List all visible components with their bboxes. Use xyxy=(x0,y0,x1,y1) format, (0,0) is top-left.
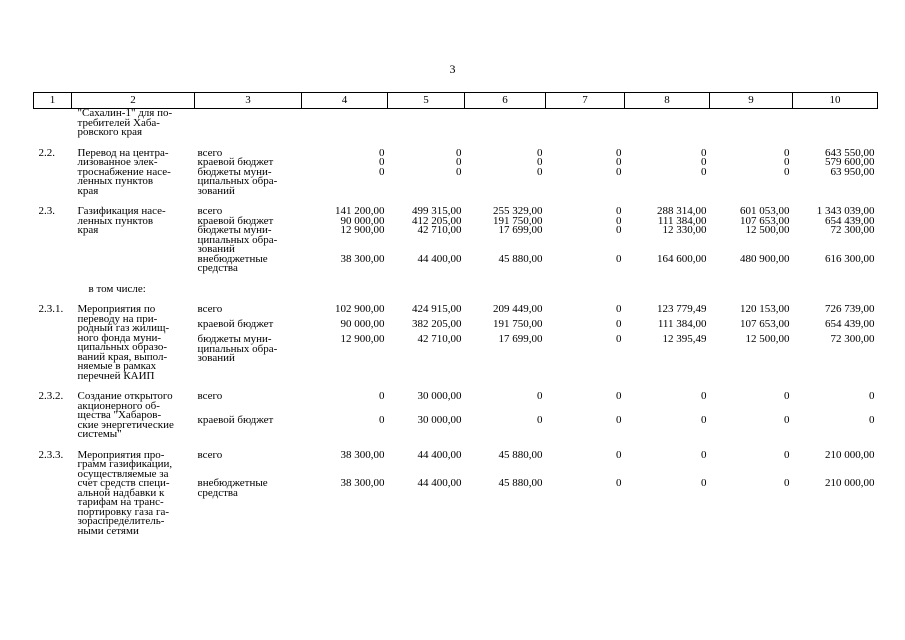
value-cell: 164 600,00 xyxy=(657,252,707,265)
value-cell: 0 xyxy=(616,165,622,178)
empty-cell xyxy=(34,109,72,138)
value-cell: 72 300,00 xyxy=(830,333,875,346)
value-cell: 141 200,00 xyxy=(335,205,385,217)
empty-cell xyxy=(195,109,878,138)
value-cell: 72 300,00 xyxy=(830,224,875,236)
header-cell: 10 xyxy=(793,93,878,109)
value-cell: 209 449,00 xyxy=(493,303,543,315)
value-cell: 0 xyxy=(379,156,385,168)
measure-id: 2.2. xyxy=(38,146,55,159)
value-cell: 12 500,00 xyxy=(745,333,790,346)
table-row xyxy=(34,109,878,138)
value-cell: 17 699,00 xyxy=(498,333,543,346)
funding-source: всего xyxy=(197,448,223,461)
measure-id: 2.3. xyxy=(38,205,55,217)
value-cell: 0 xyxy=(701,448,707,461)
value-cell: 123 779,49 xyxy=(657,303,707,315)
value-cell: 0 xyxy=(379,146,385,159)
header-cell: 6 xyxy=(465,93,546,109)
value-cell: 210 000,00 xyxy=(825,477,875,489)
header-cell: 8 xyxy=(625,93,710,109)
value-cell: 0 xyxy=(784,146,790,159)
funding-source: всего xyxy=(197,303,223,315)
value-cell: 0 xyxy=(701,165,707,178)
funding-source: бюджеты муни- ципальных обра- зований xyxy=(197,224,278,255)
value-cell: 654 439,00 xyxy=(825,214,875,227)
value-cell: 45 880,00 xyxy=(498,448,543,461)
value-cell: 102 900,00 xyxy=(335,303,385,315)
funding-source: краевой бюджет xyxy=(197,156,274,168)
value-cell: 90 000,00 xyxy=(340,214,385,227)
value-cell: 63 950,00 xyxy=(830,165,875,178)
measure-name: Газификация насе- ленных пунктов края xyxy=(77,205,166,236)
header-cell: 5 xyxy=(388,93,465,109)
table-row xyxy=(34,392,878,416)
value-cell: 45 880,00 xyxy=(498,477,543,489)
funding-source: внебюджетные средства xyxy=(197,252,268,274)
value-cell: 12 330,00 xyxy=(662,224,707,236)
value-cell: 382 205,00 xyxy=(412,318,462,331)
value-cell: 12 500,00 xyxy=(745,224,790,236)
measure-name: Создание открытого акционерного об- щества "Хабаров- ские энергетические системы" xyxy=(77,390,174,440)
value-cell: 0 xyxy=(456,156,462,168)
value-cell: 44 400,00 xyxy=(417,477,462,489)
program-table xyxy=(33,92,878,536)
funding-source: всего xyxy=(197,205,223,217)
value-cell: 0 xyxy=(616,146,622,159)
funding-source: краевой бюджет xyxy=(197,214,274,227)
value-cell: 1 343 039,00 xyxy=(816,205,875,217)
measure-name: Мероприятия по переводу на при- родный газ жилищ- ного фонда муни- ципальных образо- ваний края, выпол- няемые в рамках перечней КАИП xyxy=(77,303,170,382)
value-cell: 412 205,00 xyxy=(412,214,462,227)
value-cell: 480 900,00 xyxy=(740,252,790,265)
value-cell: 111 384,00 xyxy=(657,318,707,331)
value-cell: 0 xyxy=(784,165,790,178)
funding-source: краевой бюджет xyxy=(197,318,274,331)
value-cell: 38 300,00 xyxy=(340,477,385,489)
value-cell: 0 xyxy=(701,390,707,402)
value-cell: 0 xyxy=(379,390,385,402)
funding-source: всего xyxy=(197,390,223,402)
value-cell: 0 xyxy=(616,303,622,315)
value-cell: 191 750,00 xyxy=(493,318,543,331)
value-cell: 0 xyxy=(784,390,790,402)
value-cell: 0 xyxy=(784,156,790,168)
value-cell: 499 315,00 xyxy=(412,205,462,217)
value-cell: 0 xyxy=(456,146,462,159)
value-cell: 107 653,00 xyxy=(740,214,790,227)
value-cell: 111 384,00 xyxy=(657,214,707,227)
header-cell: 4 xyxy=(302,93,388,109)
header-cell: 9 xyxy=(710,93,793,109)
value-cell: 0 xyxy=(784,448,790,461)
value-cell: 120 153,00 xyxy=(740,303,790,315)
table-row xyxy=(34,451,878,480)
value-cell: 30 000,00 xyxy=(417,390,462,402)
value-cell: 0 xyxy=(616,318,622,331)
value-cell: 0 xyxy=(616,448,622,461)
value-cell: 0 xyxy=(701,413,707,426)
value-cell: 191 750,00 xyxy=(493,214,543,227)
value-cell: 107 653,00 xyxy=(740,318,790,331)
value-cell: 0 xyxy=(537,165,543,178)
value-cell: 0 xyxy=(616,214,622,227)
value-cell: 12 900,00 xyxy=(340,333,385,346)
header-cell: 1 xyxy=(34,93,72,109)
value-cell: 90 000,00 xyxy=(340,318,385,331)
spacer-row xyxy=(34,274,878,285)
value-cell: 255 329,00 xyxy=(493,205,543,217)
value-cell: 424 915,00 xyxy=(412,303,462,315)
value-cell: 17 699,00 xyxy=(498,224,543,236)
value-cell: 30 000,00 xyxy=(417,413,462,426)
value-cell: 0 xyxy=(616,224,622,236)
value-cell: 0 xyxy=(537,413,543,426)
table-row xyxy=(34,285,878,295)
value-cell: 0 xyxy=(616,205,622,217)
value-cell: 0 xyxy=(537,390,543,402)
value-cell: 42 710,00 xyxy=(417,333,462,346)
funding-source: внебюджетные средства xyxy=(197,477,268,499)
value-cell: 0 xyxy=(869,413,875,426)
value-cell: 288 314,00 xyxy=(657,205,707,217)
value-cell: 42 710,00 xyxy=(417,224,462,236)
page-number: 3 xyxy=(449,62,456,76)
funding-source: бюджеты муни- ципальных обра- зований xyxy=(197,333,278,365)
measure-id: 2.3.3. xyxy=(38,448,64,461)
value-cell: 0 xyxy=(869,390,875,402)
header-cell: 7 xyxy=(546,93,625,109)
measure-name: Перевод на центра- лизованное элек- троснабжение насе- ленных пунктов края xyxy=(77,146,171,197)
funding-source: бюджеты муни- ципальных обра- зований xyxy=(197,165,278,197)
measure-name: "Сахалин-1" для по- требителей Хаба- ровского края xyxy=(77,107,173,138)
value-cell: 0 xyxy=(784,413,790,426)
value-cell: 0 xyxy=(701,146,707,159)
value-cell: 0 xyxy=(537,146,543,159)
sub-label: в том числе: xyxy=(88,282,146,295)
funding-source: краевой бюджет xyxy=(197,413,274,426)
value-cell: 0 xyxy=(701,477,707,489)
measure-name: Мероприятия про- грамм газификации, осуществляемые за счет средств специ- альной надбавки к тарифам на транс- портировку газа га- зораспределитель- ными сетями xyxy=(77,448,173,537)
value-cell: 643 550,00 xyxy=(825,146,875,159)
spacer-cell xyxy=(34,274,878,285)
value-cell: 0 xyxy=(616,252,622,265)
measure-id: 2.3.2. xyxy=(38,390,64,402)
header-cell: 3 xyxy=(195,93,302,109)
value-cell: 0 xyxy=(537,156,543,168)
value-cell: 0 xyxy=(616,390,622,402)
value-cell: 654 439,00 xyxy=(825,318,875,331)
value-cell: 44 400,00 xyxy=(417,252,462,265)
value-cell: 45 880,00 xyxy=(498,252,543,265)
value-cell: 579 600,00 xyxy=(825,156,875,168)
value-cell: 0 xyxy=(784,477,790,489)
funding-source: всего xyxy=(197,146,223,159)
value-cell: 38 300,00 xyxy=(340,252,385,265)
value-cell: 726 739,00 xyxy=(825,303,875,315)
value-cell: 44 400,00 xyxy=(417,448,462,461)
value-cell: 0 xyxy=(379,165,385,178)
value-cell: 0 xyxy=(616,333,622,346)
value-cell: 12 395,49 xyxy=(662,333,707,346)
value-cell: 12 900,00 xyxy=(340,224,385,236)
value-cell: 0 xyxy=(456,165,462,178)
header-cell: 2 xyxy=(72,93,195,109)
value-cell: 0 xyxy=(616,413,622,426)
value-cell: 616 300,00 xyxy=(825,252,875,265)
value-cell: 0 xyxy=(616,477,622,489)
value-cell: 38 300,00 xyxy=(340,448,385,461)
value-cell: 0 xyxy=(616,156,622,168)
value-cell: 210 000,00 xyxy=(825,448,875,461)
measure-id: 2.3.1. xyxy=(38,303,64,315)
value-cell: 601 053,00 xyxy=(740,205,790,217)
value-cell: 0 xyxy=(379,413,385,426)
value-cell: 0 xyxy=(701,156,707,168)
